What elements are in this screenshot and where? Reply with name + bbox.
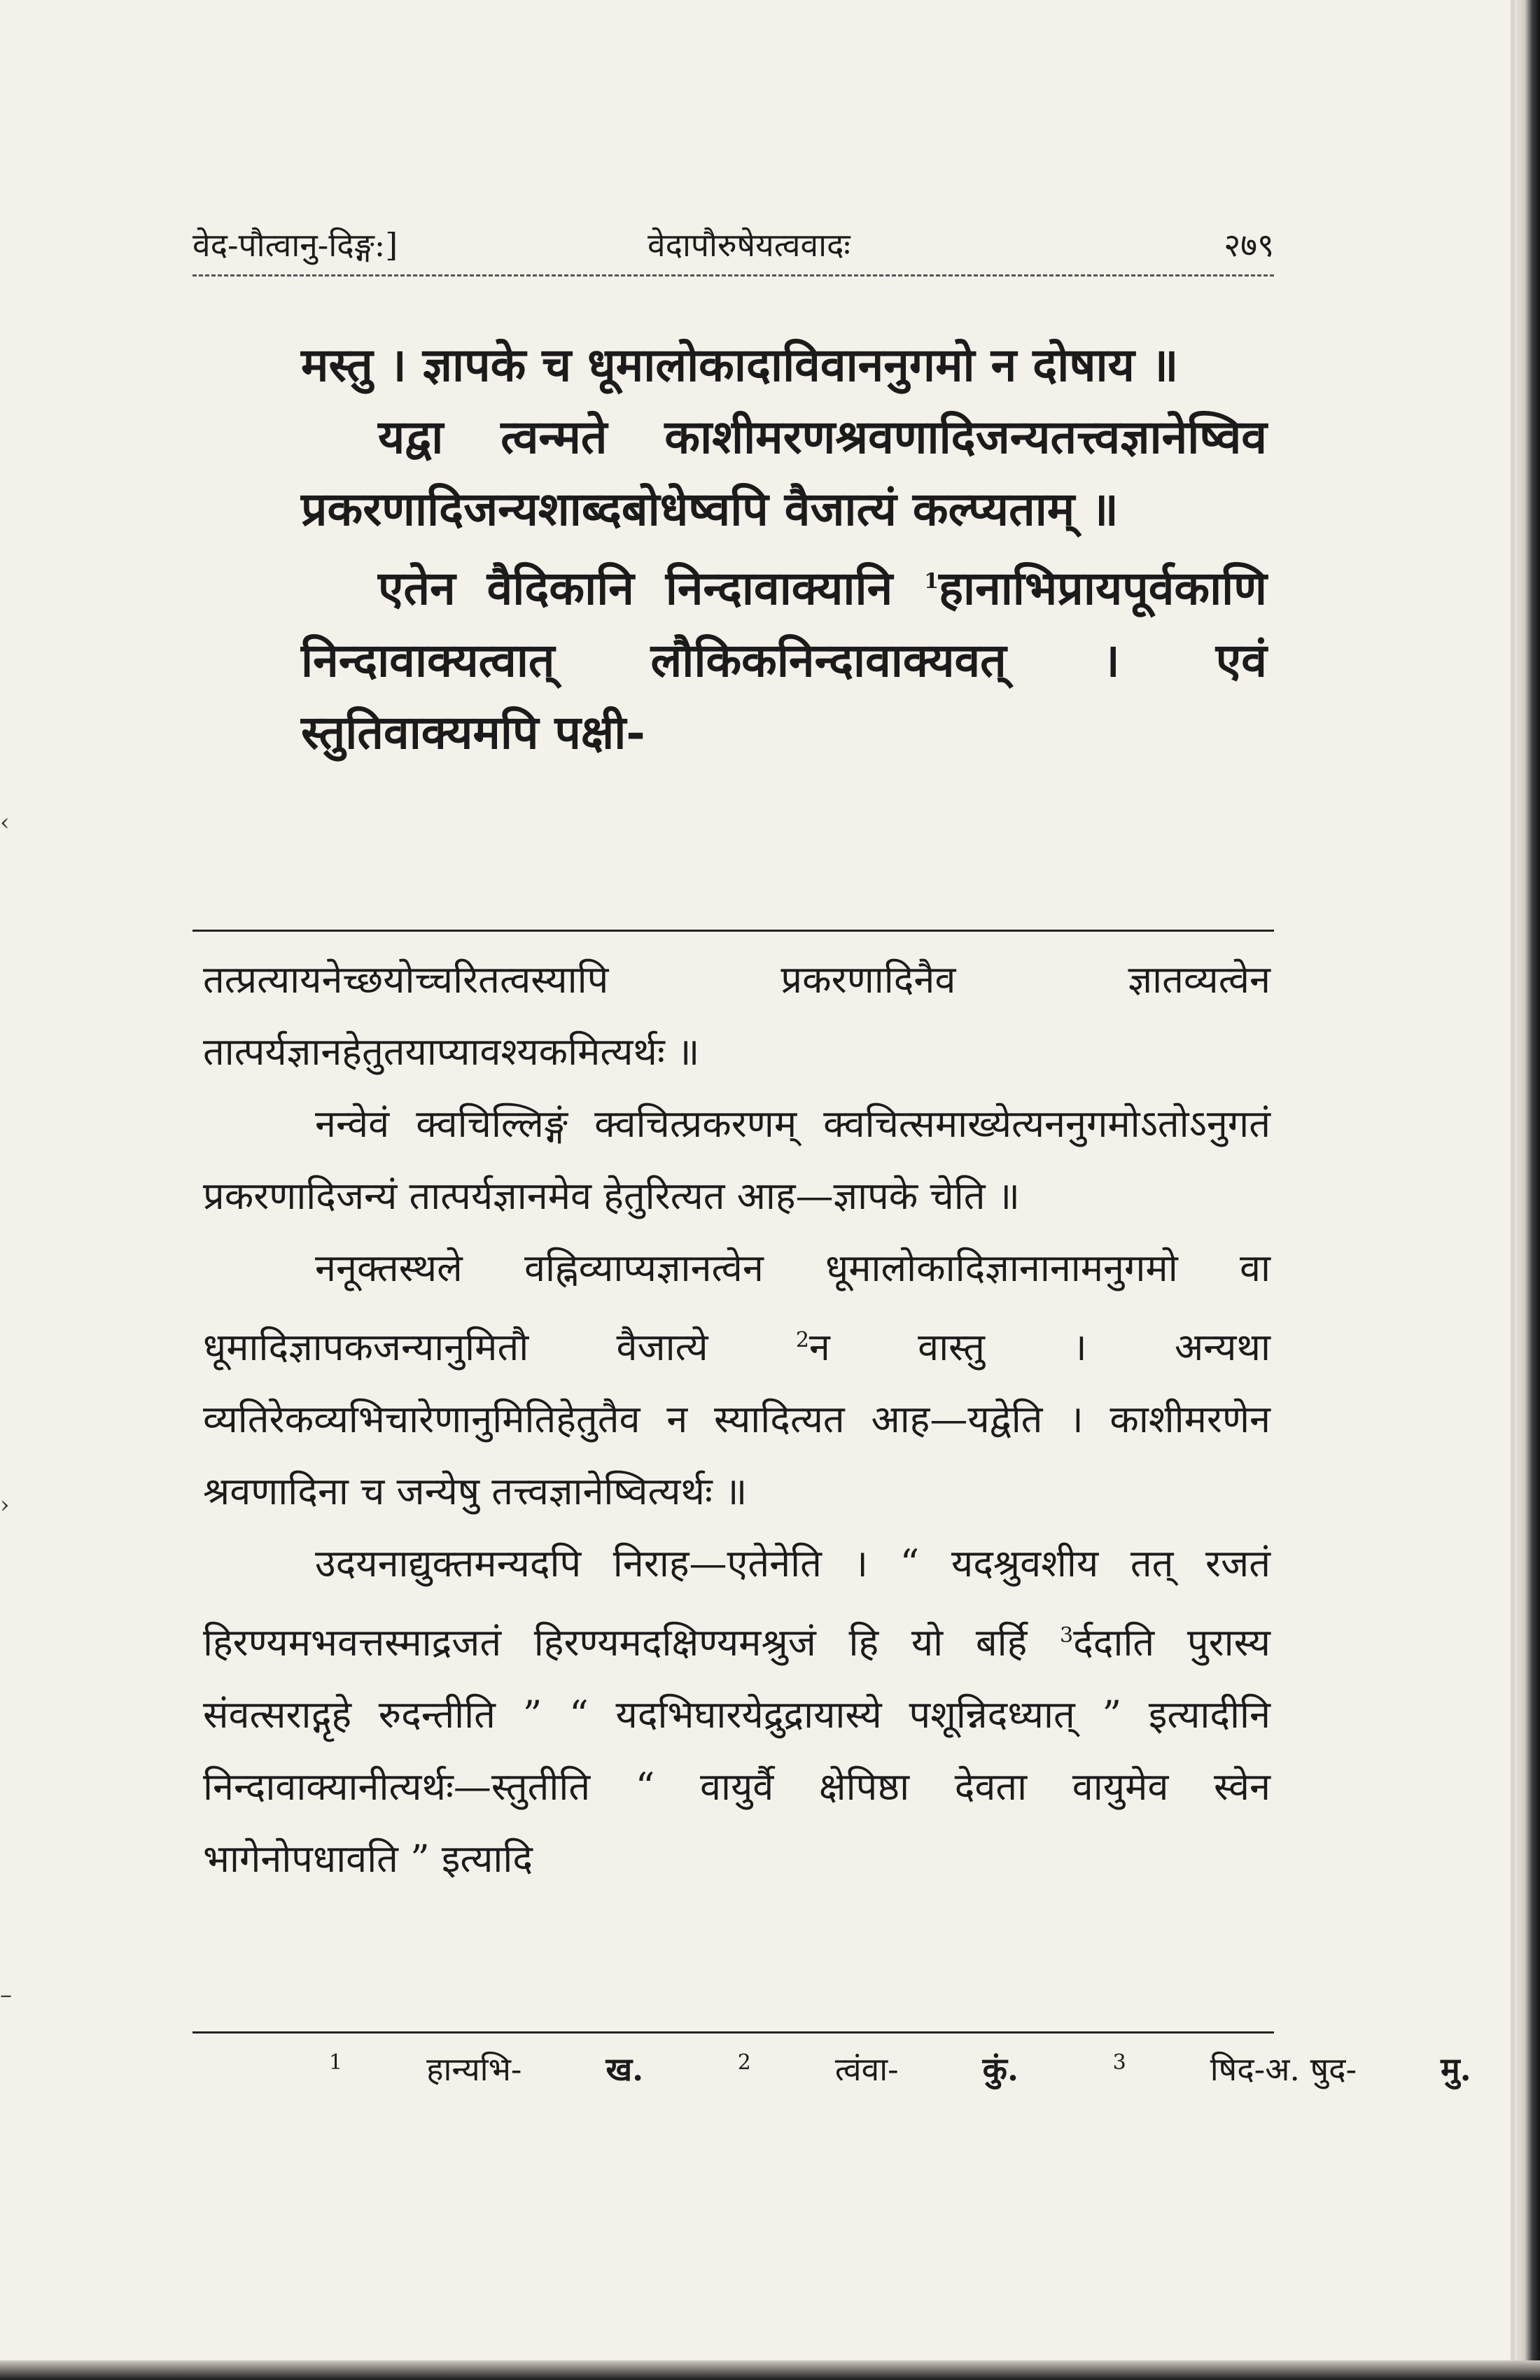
commentary-text	[203, 944, 1270, 1895]
footnote-text: षिद-अ. षुद-	[1210, 2050, 1357, 2088]
footnote-source: कुं.	[982, 2050, 1019, 2088]
page-edge	[1515, 0, 1540, 2380]
footnote-source: मु.	[1441, 2050, 1471, 2088]
main-paragraph: मस्तु । ज्ञापके च धूमालोकादाविवाननुगमो न दोषाय ॥	[301, 337, 1179, 392]
footnote-ref: 2	[795, 1328, 809, 1352]
main-text-span: हानाभिप्रायपूर्वकाणि निन्दावाक्यत्वात् लौकिकनिन्दावाक्यवत् । एवं स्तुतिवाक्यमपि पक्षी-	[301, 561, 1267, 760]
section-divider	[192, 930, 1274, 932]
margin-mark: ›	[0, 1491, 10, 1519]
header-left: वेद-पौत्वानु-दिङ्ग:]	[192, 226, 398, 264]
footnote-source: ख.	[606, 2050, 644, 2088]
commentary-span: ननूक्तस्थले वह्निव्याप्यज्ञानत्वेन धूमालोकादिज्ञानानामनुगमो वा धूमादिज्ञापकजन्यानुमितौ वैजात्ये	[203, 1246, 1270, 1369]
main-paragraph: यद्वा त्वन्मते काशीमरणश्रवणादिजन्यतत्त्वज्ञानेष्विव प्रकरणादिजन्यशाब्दबोधेष्वपि वैजात्यं कल्प्यताम् ॥	[301, 410, 1267, 536]
footnote-number: 1	[329, 2050, 343, 2075]
commentary-span: र्ददाति पुरास्य संवत्सराद्गृहे रुदन्तीति ” “ यदभिघारयेद्रुद्रायास्ये पशून्निदध्यात् ” इत्यादीनि निन्दावाक्यानीत्यर्थः—स्तुतीति “ वायुर्वै क्षेपिष्ठा देवता वायुमेव स्वेन भागेनोपधावति ” इत्यादि	[203, 1620, 1270, 1881]
commentary-span: न वास्तु । अन्यथा व्यतिरेकव्यभिचारेणानुमितिहेतुतैव न स्यादित्यत आह—यद्वेति । काशीमरणेन श्रवणादिना च जन्येषु तत्त्वज्ञानेष्वित्यर्थः ॥	[203, 1325, 1270, 1513]
page-number: २७९	[1224, 226, 1274, 264]
header-title: वेदापौरुषेयत्ववादः	[648, 226, 850, 264]
commentary-paragraph	[203, 1232, 1270, 1527]
footnote-number: 3	[1112, 2050, 1126, 2075]
footnote	[1113, 2050, 1471, 2088]
footnote-ref: 1	[924, 569, 939, 594]
main-paragraph	[301, 545, 1267, 769]
footnote-text: त्वंवा-	[834, 2050, 899, 2088]
commentary-span: उदयनाद्युक्तमन्यदपि निराह—एतेनेति । “ यदश्रुवशीय तत् रजतं हिरण्यमभवत्तस्माद्रजतं हिरण्यमदक्षिण्यमश्रुजं हि यो बर्हि	[203, 1541, 1270, 1665]
margin-mark: –	[0, 1981, 12, 2009]
commentary-paragraph: नन्वेवं क्वचिल्लिङ्गं क्वचित्प्रकरणम् क्वचित्समाख्येत्यननुगमोऽतोऽनुगतं प्रकरणादिजन्यं तात्पर्यज्ञानमेव हेतुरित्यत आह—ज्ञापके चेति ॥	[203, 1102, 1270, 1218]
footnote	[329, 2050, 643, 2088]
main-text-span: एतेन वैदिकानि निन्दावाक्यानि	[378, 561, 925, 615]
page-bottom-edge	[0, 2360, 1540, 2380]
main-text	[301, 329, 1267, 769]
margin-mark: ‹	[0, 808, 10, 836]
commentary-paragraph: तत्प्रत्यायनेच्छयोच्चरितत्वस्यापि प्रकरणादिनैव ज्ञातव्यत्वेन तात्पर्यज्ञानहेतुतयाप्यावश्यकमित्यर्थः ॥	[203, 958, 1270, 1074]
footnote-ref: 3	[1060, 1623, 1074, 1648]
commentary-paragraph	[203, 1527, 1270, 1895]
footnotes	[329, 2047, 1471, 2090]
footnote-number: 2	[737, 2050, 751, 2075]
running-header	[192, 223, 1274, 265]
header-rule	[192, 274, 1274, 285]
footnote-divider	[192, 2031, 1274, 2033]
footnote	[738, 2050, 1018, 2088]
footnote-text: हान्यभि-	[426, 2050, 522, 2088]
